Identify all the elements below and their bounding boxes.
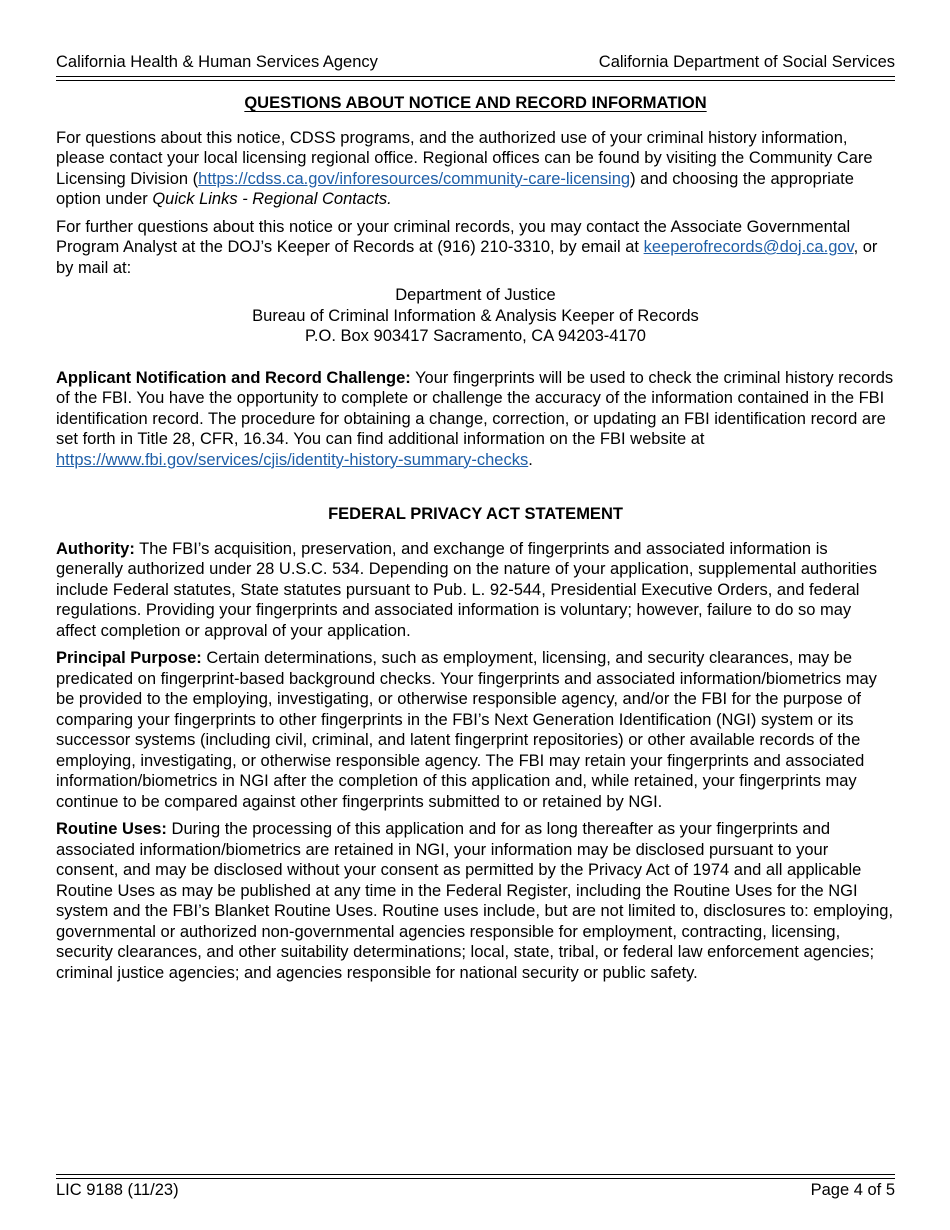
footer-divider	[56, 1174, 895, 1179]
privacy-section-title: FEDERAL PRIVACY ACT STATEMENT	[328, 505, 623, 523]
routine-uses-paragraph	[56, 819, 895, 983]
header-divider	[56, 76, 895, 81]
applicant-notification-heading: Applicant Notification and Record Challenge:	[56, 368, 411, 387]
authority-text: The FBI’s acquisition, preservation, and exchange of fingerprints and associated information is generally authorized under 28 U.S.C. 534. Depending on the nature of your application, supplemental authorities include Federal statutes, State statutes pursuant to Pub. L. 92-544, Presidential Executive Orders, and federal regulations. Providing your fingerprints and associated information is voluntary; however, failure to do so may affect completion or approval of your application.	[56, 539, 877, 640]
principal-purpose-text: Certain determinations, such as employment, licensing, and security clearances, may be predicated on fingerprint-based background checks. Your fingerprints and associated information/biometrics may be provided to the employing, investigating, or otherwise responsible agency, and/or the FBI for the purpose of comparing your fingerprints to other fingerprints in the FBI’s Next Generation Identification (NGI) system or its successor systems (including civil, criminal, and latent fingerprint repositories) or other available records of the employing, investigating, or otherwise responsible agency. The FBI may retain your fingerprints and associated information/biometrics in NGI after the completion of this application and, while retained, your fingerprints may continue to be compared against other fingerprints submitted to or retained by NGI.	[56, 649, 877, 811]
quick-links-reference: Quick Links - Regional Contacts.	[152, 190, 392, 208]
address-line-2: Bureau of Criminal Information & Analysis Keeper of Records	[252, 306, 699, 325]
questions-p2-text: For further questions about this notice or your criminal records, you may contact the Associate Governmental Program Analyst at the DOJ’s Keeper of Records at (916) 210-3310, by email at	[56, 217, 851, 256]
questions-p1-text-after: ) and choosing the appropriate option under	[56, 169, 854, 208]
header-agency: California Health & Human Services Agency	[56, 53, 378, 71]
applicant-notification-text: Your fingerprints will be used to check the criminal history records of the FBI. You have the opportunity to complete or challenge the accuracy of the information contained in the FBI identification record. The procedure for obtaining a change, correction, or updating an FBI identification record are set forth in Title 28, CFR, 16.34. You can find additional information on the FBI website at	[56, 368, 894, 448]
authority-paragraph	[56, 539, 895, 642]
spacer	[56, 347, 895, 368]
keeper-of-records-email-link[interactable]: keeperofrecords@doj.ca.gov	[643, 238, 854, 256]
questions-paragraph-doj-contact	[56, 217, 895, 279]
authority-heading: Authority:	[56, 539, 135, 558]
page-footer	[56, 1180, 895, 1200]
address-line-1: Department of Justice	[395, 286, 556, 304]
page-header	[56, 52, 895, 72]
fbi-identity-history-link[interactable]: https://www.fbi.gov/services/cjis/identity-history-summary-checks	[56, 450, 529, 469]
applicant-notification-text-after: .	[528, 450, 533, 469]
principal-purpose-paragraph	[56, 648, 895, 812]
document-page	[56, 0, 895, 1230]
questions-section-title: QUESTIONS ABOUT NOTICE AND RECORD INFORMATION	[244, 94, 707, 112]
applicant-notification-paragraph	[56, 368, 895, 471]
address-line-3: P.O. Box 903417 Sacramento, CA 94203-4170	[305, 327, 646, 345]
form-identifier: LIC 9188 (11/23)	[56, 1181, 179, 1199]
principal-purpose-heading: Principal Purpose:	[56, 649, 202, 667]
routine-uses-heading: Routine Uses:	[56, 820, 167, 838]
questions-paragraph-contact-office	[56, 128, 895, 210]
page-number: Page 4 of 5	[810, 1181, 895, 1199]
routine-uses-text: During the processing of this application and for as long thereafter as your fingerprints and associated information/biometrics are retained in NGI, your information may be disclosed pursuant to your consent, and may be disclosed without your consent as permitted by the Privacy Act of 1974 and all applicable Routine Uses as may be published at any time in the Federal Register, including the Routine Uses for the NGI system and the FBI’s Blanket Routine Uses. Routine uses include, but are not limited to, disclosures to: employing, governmental or authorized non-governmental agencies responsible for employment, contracting, licensing, security clearances, and other suitability determinations; local, state, tribal, or federal law enforcement agencies; criminal justice agencies; and agencies responsible for national security or public safety.	[56, 820, 894, 982]
ccld-link[interactable]: https://cdss.ca.gov/inforesources/community-care-licensing	[198, 169, 631, 188]
header-department: California Department of Social Services	[598, 53, 895, 71]
questions-p1-text: For questions about this notice, CDSS programs, and the authorized use of your criminal history information, please contact your local licensing regional office. Regional offices can be found by visiting the Community Care Licensing Division (	[56, 128, 873, 188]
doj-mailing-address	[56, 285, 895, 347]
questions-p2-text-after: , or by mail at:	[56, 238, 878, 277]
page-content	[56, 93, 895, 990]
spacer	[56, 477, 895, 504]
